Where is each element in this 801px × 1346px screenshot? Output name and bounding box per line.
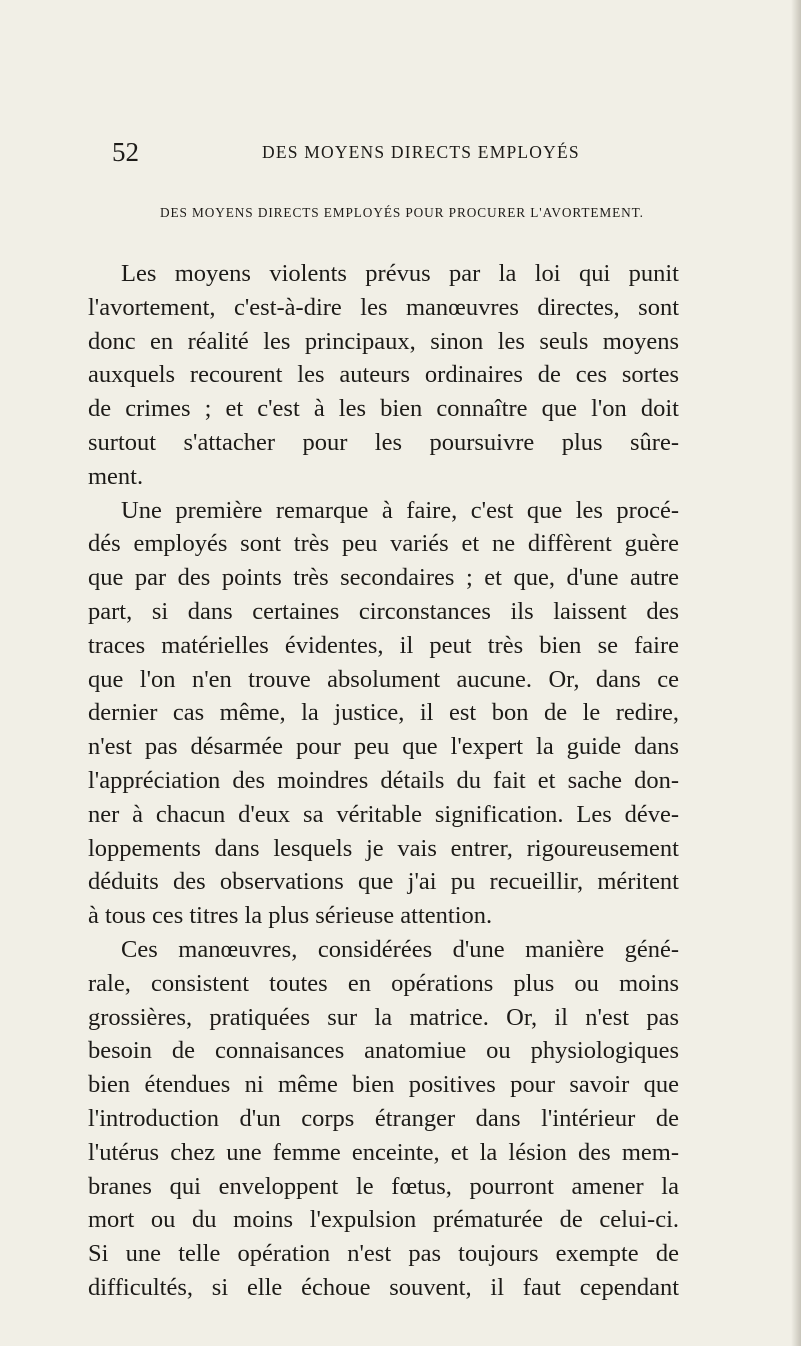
text-line: de crimes ; et c'est à les bien connaître que l'on doit (88, 395, 679, 423)
page-number: 52 (112, 137, 139, 167)
text-line: que par des points très secondaires ; et que, d'une autre (88, 564, 679, 592)
text-line: dés employés sont très peu variés et ne diffèrent guère (88, 530, 679, 558)
page-edge-shadow (791, 0, 801, 1346)
text-line: l'appréciation des moindres détails du fait et sache don- (88, 767, 679, 794)
text-line: déduits des observations que j'ai pu recueillir, méritent (88, 868, 679, 896)
text-line: traces matérielles évidentes, il peut très bien se faire (88, 631, 679, 659)
text-line: rale, consistent toutes en opérations plus ou moins (88, 969, 679, 997)
text-line: difficultés, si elle échoue souvent, il faut cependant (88, 1274, 679, 1301)
text-line: loppements dans lesquels je vais entrer, rigoureusement (88, 834, 679, 862)
text-line: n'est pas désarmée pour peu que l'expert la guide dans (88, 733, 679, 761)
text-line: donc en réalité les principaux, sinon les seuls moyens (88, 327, 679, 355)
text-line: auxquels recourent les auteurs ordinaires de ces sortes (88, 361, 679, 389)
text-line: l'utérus chez une femme enceinte, et la lésion des mem- (88, 1138, 679, 1166)
text-line: dernier cas même, la justice, il est bon de le redire, (88, 699, 679, 727)
text-line: part, si dans certaines circonstances ils laissent des (88, 598, 679, 625)
text-line: l'avortement, c'est-à-dire les manœuvres directes, sont (88, 293, 679, 321)
text-line: bien étendues ni même bien positives pour savoir que (88, 1071, 679, 1099)
text-line: Une première remarque à faire, c'est que les procé- (121, 496, 679, 524)
text-line: branes qui enveloppent le fœtus, pourront amener la (88, 1172, 679, 1200)
text-line: surtout s'attacher pour les poursuivre plus sûre- (88, 429, 679, 456)
text-line: l'introduction d'un corps étranger dans l'intérieur de (88, 1105, 679, 1132)
text-line: Si une telle opération n'est pas toujours exempte de (88, 1240, 679, 1268)
text-line: à tous ces titres la plus sérieuse attention. (88, 902, 493, 930)
text-line: Les moyens violents prévus par la loi qui punit (121, 260, 679, 287)
text-line: besoin de connaisances anatomiue ou physiologiques (88, 1037, 679, 1065)
text-line: que l'on n'en trouve absolument aucune. Or, dans ce (88, 665, 679, 693)
running-title: DES MOYENS DIRECTS EMPLOYÉS (262, 142, 580, 162)
text-line: ment. (88, 462, 144, 490)
running-head (112, 136, 712, 168)
text-line: mort ou du moins l'expulsion prématurée de celui-ci. (88, 1206, 679, 1234)
section-title: DES MOYENS DIRECTS EMPLOYÉS POUR PROCURER L'AVORTEMENT. (160, 205, 644, 220)
text-line: ner à chacun d'eux sa véritable signification. Les déve- (88, 800, 679, 828)
text-line: grossières, pratiquées sur la matrice. Or, il n'est pas (88, 1003, 679, 1031)
text-line: Ces manœuvres, considérées d'une manière géné- (121, 936, 679, 963)
